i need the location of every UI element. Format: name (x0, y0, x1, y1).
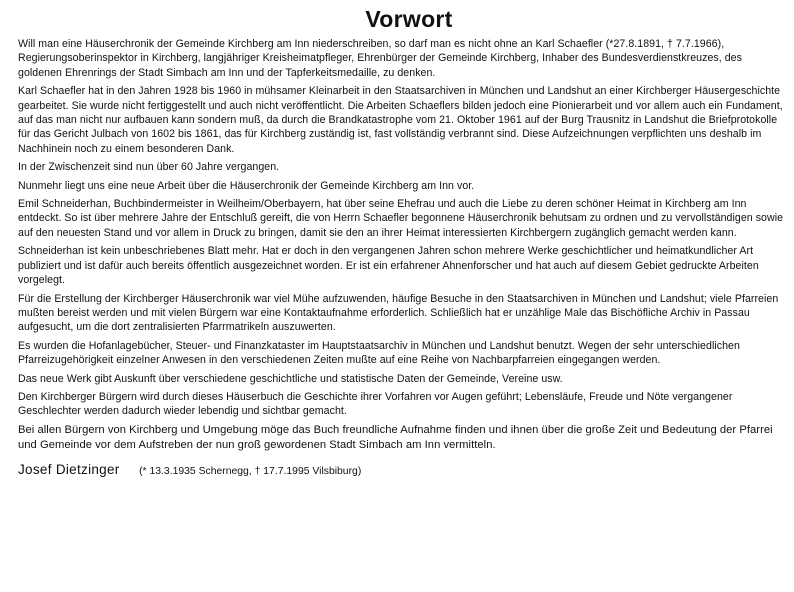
paragraph-content: Das neue Werk gibt Auskunft über verschiedene geschichtliche und statistische Daten der Gemeinde, Vereine usw. (18, 372, 563, 385)
signature (18, 462, 788, 479)
signature-dates: (* 13.3.1935 Schernegg, † 17.7.1995 Vilsbiburg) (139, 465, 362, 477)
paragraph-new-work: Nunmehr liegt uns eine neue Arbeit über die Häuserchronik der Gemeinde Kirchberg am Inn vor. (18, 179, 475, 192)
document-page (18, 6, 788, 479)
paragraph-schneiderhan-intro: Emil Schneiderhan, Buchbindermeister in Weilheim/Oberbayern, hat über seine Ehefrau und auch die Liebe zu deren schöner Heimat in Kirchberg am Inn entdeckt. So ist über mehrere Jahre der Entschluß gereift, die von Herrn Schaefler begonnene Häuserchronik behutsam zu ordnen und zu vervollständigen sowie auf den neuesten Stand und vor allem in Druck zu bringen, damit sie den an ihrer Heimat interessierten Kirchbergern zugänglich gemacht werden kann. (18, 198, 784, 239)
paragraph-schneiderhan-experience: Schneiderhan ist kein unbeschriebenes Blatt mehr. Hat er doch in den vergangenen Jahren schon mehrere Werke geschichtlicher und heimatkundlicher Art publiziert und ist dafür auch bereits öffentlich ausgezeichnet worden. Er ist ein erfahrener Ahnenforscher und hat auch auf diesem Gebiet gedruckte Arbeiten vorgelegt. (18, 245, 759, 287)
signature-name: Josef Dietzinger (18, 461, 120, 477)
paragraph-history: Den Kirchberger Bürgern wird durch dieses Häuserbuch die Geschichte ihrer Vorfahren vor Augen geführt; Lebensläufe, Freude und Nöte vergangener Geschlechter werden dadurch wieder lebendig und sichtbar gemacht. (18, 390, 733, 418)
paragraph-sources: Es wurden die Hofanlagebücher, Steuer- und Finanzkataster im Hauptstaatsarchiv in München und Landshut benutzt. Wegen der sehr unterschiedlichen Pfarreizugehörigkeit einzelner Anwesen in den verschiedenen Zeiten mußte auf eine Reihe von Nachbarpfarreien eingegangen werden. (18, 339, 740, 367)
paragraph-closing: Bei allen Bürgern von Kirchberg und Umgebung möge das Buch freundliche Aufnahme finden und ihnen über die große Zeit und Bedeutung der Pfarrei und Gemeinde vor dem Aufstreben der nun groß gewordenen Stadt Simbach am Inn vermitteln. (18, 423, 773, 451)
document-title: Vorwort (365, 6, 453, 32)
paragraph-60-years: In der Zwischenzeit sind nun über 60 Jahre vergangen. (18, 161, 280, 174)
paragraph-intro: Will man eine Häuserchronik der Gemeinde Kirchberg am Inn niederschreiben, so darf man es nicht ohne an Karl Schaefler (*27.8.1891, † 7.7.1966), Regierungsoberinspektor in Kirchberg, langjähriger Kreisheimatpfleger, Ehrenbürger der Gemeinde Kirchberg, Inhaber des Bundesverdienstkreuzes, des goldenen Ehrenrings der Stadt Simbach am Inn und der Tapferkeitsmedaille, zu denken. (18, 38, 742, 79)
paragraph-effort: Für die Erstellung der Kirchberger Häuserchronik war viel Mühe aufzuwenden, häufige Besuche in den Staatsarchiven in München und Landshut; viele Pfarreien mußten bereist werden und mit vielen Bürgern war eine Kontaktaufnahme erforderlich. Schließlich hat er unzählige Male das Bischöfliche Archiv in Passau aufgesucht, um die dort zentralisierten Pfarrmatrikeln auszuwerten. (18, 292, 779, 334)
paragraph-schaefler-work: Karl Schaefler hat in den Jahren 1928 bis 1960 in mühsamer Kleinarbeit in den Staatsarchiven in München und Landshut an einer Kirchberger Häusergeschichte gearbeitet. Sie wurde nicht fertiggestellt und auch nicht veröffentlicht. Die Arbeiten Schaeflers bilden jedoch eine Pionierarbeit und vor allem auch ein Fundament, auf das man nicht nur aufbauen kann sondern muß, da durch die Brandkatastrophe vom 21. Oktober 1961 auf der Burg Trausnitz in Landshut die Briefprotokolle für das Gericht Julbach von 1602 bis 1861, das für Kirchberg zuständig ist, fast vollständig verbrannt sind. Diese Aufzeichnungen verpflichten uns deshalb im Nachhinein noch zu einem besonderen Dank. (18, 85, 783, 155)
